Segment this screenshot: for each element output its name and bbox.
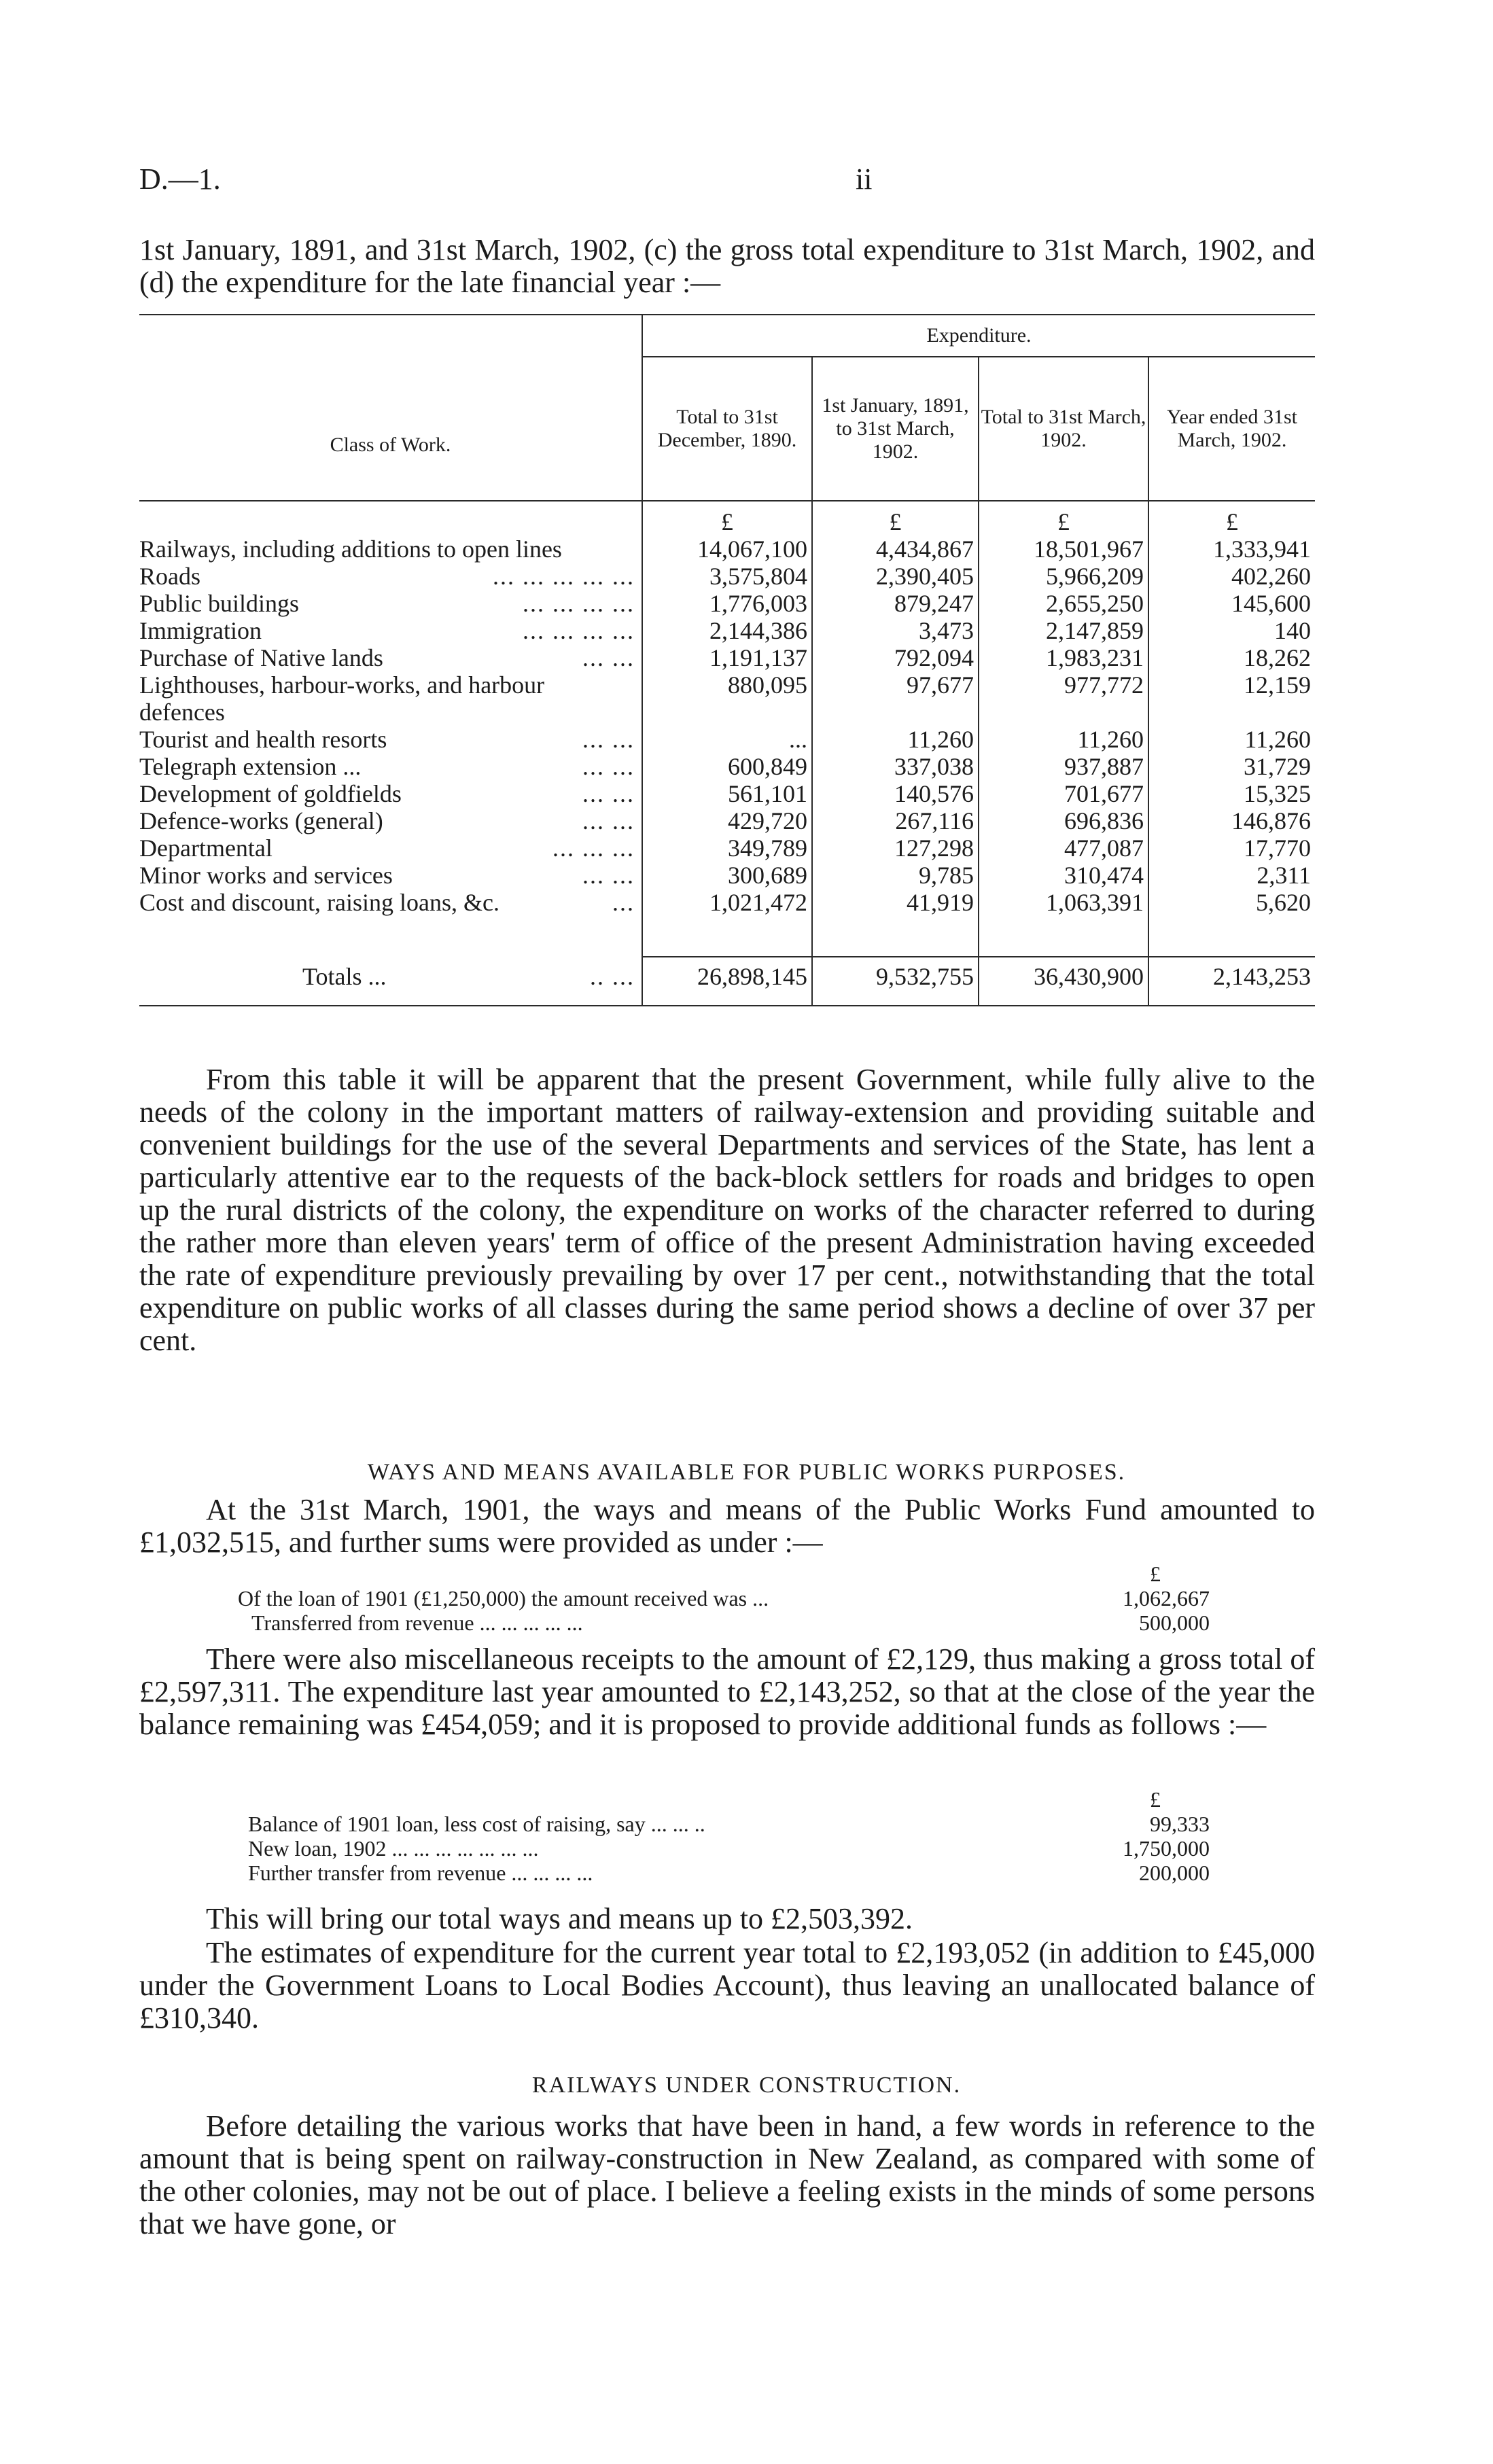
dot-leader: ... (612, 889, 635, 916)
value-total-1890: 880,095 (642, 671, 812, 726)
value-year-1902: 140 (1148, 617, 1315, 644)
value-1891-1902: 792,094 (812, 644, 979, 671)
value-total-1890: 2,144,386 (642, 617, 812, 644)
funds-row-leader: ... (752, 1586, 769, 1611)
value-total-1902: 310,474 (979, 862, 1148, 889)
class-of-work-label: Minor works and services (139, 862, 393, 889)
value-year-1902: 402,260 (1148, 563, 1315, 590)
value-year-1902: 17,770 (1148, 834, 1315, 862)
funds-row-value: 1,062,667 (1123, 1586, 1210, 1611)
dot-leader: ... ... (582, 644, 635, 671)
value-total-1902: 477,087 (979, 834, 1148, 862)
value-year-1902: 12,159 (1148, 671, 1315, 726)
value-total-1902: 1,063,391 (979, 889, 1148, 916)
value-total-1890: 349,789 (642, 834, 812, 862)
expenditure-row (139, 671, 1315, 726)
value-1891-1902: 4,434,867 (812, 535, 979, 563)
value-1891-1902: 267,116 (812, 807, 979, 834)
class-of-work-label: Public buildings (139, 590, 300, 617)
paragraph-ways-and-means: At the 31st March, 1901, the ways and means of the Public Works Fund amounted to £1,032,515, and further sums were provided as under :— (139, 1493, 1315, 1559)
class-of-work-label: Tourist and health resorts (139, 726, 387, 753)
class-of-work-label: Railways, including additions to open lines (139, 535, 562, 563)
additional-funds-label: Balance of 1901 loan, less cost of raising, say (248, 1812, 646, 1836)
pound-sign: £ (979, 501, 1148, 535)
value-year-1902: 31,729 (1148, 753, 1315, 780)
class-of-work-label: Roads (139, 563, 200, 590)
value-total-1902: 701,677 (979, 780, 1148, 807)
value-year-1902: 145,600 (1148, 590, 1315, 617)
value-1891-1902: 41,919 (812, 889, 979, 916)
value-total-1902: 18,501,967 (979, 535, 1148, 563)
funds-row (238, 1611, 1210, 1635)
value-total-1902: 2,655,250 (979, 590, 1148, 617)
value-1891-1902: 879,247 (812, 590, 979, 617)
col-header-year-1902: Year ended 31st March, 1902. (1148, 357, 1315, 501)
heading-railways-under-construction: RAILWAYS UNDER CONSTRUCTION. (531, 2073, 962, 2098)
expenditure-row (139, 644, 1315, 671)
additional-funds-row (248, 1861, 1210, 1885)
class-of-work-label: Immigration (139, 617, 262, 644)
value-year-1902: 15,325 (1148, 780, 1315, 807)
expenditure-row (139, 753, 1315, 780)
value-total-1902: 937,887 (979, 753, 1148, 780)
additional-funds-row (248, 1812, 1210, 1836)
dot-leader: ... ... (582, 726, 635, 753)
value-total-1890: 429,720 (642, 807, 812, 834)
expenditure-row (139, 862, 1315, 889)
paragraph-railways: Before detailing the various works that have been in hand, a few words in reference to the amount that is being spent on railway-construction in New Zealand, as compared with some of the other colonies, may not be out of place. I believe a feeling exists in the minds of some persons that we have gone, or (139, 2109, 1315, 2240)
value-total-1902: 11,260 (979, 726, 1148, 753)
pound-sign: £ (812, 501, 979, 535)
paragraph-total-ways-and-means: This will bring our total ways and means up to £2,503,392. (206, 1902, 913, 1935)
total-1890-value: 26,898,145 (642, 957, 812, 1006)
value-year-1902: 18,262 (1148, 644, 1315, 671)
value-total-1902: 2,147,859 (979, 617, 1148, 644)
additional-funds-value: 99,333 (1150, 1812, 1210, 1836)
paragraph-table-summary: From this table it will be apparent that the present Government, while fully alive to the needs of the colony in the important matters of railway-extension and providing suitable and convenient buildings for the use of the several Departments and services of the State, has lent a particularly attentive ear to the requests of the back-block settlers for roads and bridges to open up the rural districts of the colony, the expenditure on works of the character referred to during the rather more than eleven years' term of office of the present Administration having exceeded the rate of expenditure previously prevailing by over 17 per cent., notwithstanding that the total expenditure on public works of all classes during the same period shows a decline of over 37 per cent. (139, 1063, 1315, 1357)
total-year-value: 2,143,253 (1148, 957, 1315, 1006)
expenditure-row (139, 617, 1315, 644)
dot-leader: ... ... ... ... ... (493, 563, 635, 590)
value-total-1890: 1,191,137 (642, 644, 812, 671)
additional-funds-table (248, 1787, 1210, 1885)
value-total-1890: 300,689 (642, 862, 812, 889)
value-1891-1902: 11,260 (812, 726, 979, 753)
additional-funds-value: 1,750,000 (1123, 1836, 1210, 1861)
additional-funds-label: Further transfer from revenue (248, 1861, 506, 1885)
pound-sign: £ (642, 501, 812, 535)
expenditure-row (139, 590, 1315, 617)
class-of-work-label: Departmental (139, 834, 273, 862)
page-number: ii (856, 162, 873, 196)
dot-leader: ... ... (582, 862, 635, 889)
total-1902-value: 36,430,900 (979, 957, 1148, 1006)
dot-leader: ... ... (582, 780, 635, 807)
intro-paragraph: 1st January, 1891, and 31st March, 1902, (c) the gross total expenditure to 31st March, 1902, and (d) the expenditure for the late financial year :— (139, 233, 1315, 299)
class-of-work-header: Class of Work. (330, 434, 451, 456)
total-1891-1902-value: 9,532,755 (812, 957, 979, 1006)
additional-funds-leader: ... ... ... ... (511, 1861, 593, 1885)
expenditure-row (139, 834, 1315, 862)
value-total-1890: ... (642, 726, 812, 753)
col-header-total-1902: Total to 31st March, 1902. (979, 357, 1148, 501)
value-total-1902: 5,966,209 (979, 563, 1148, 590)
additional-funds-row (248, 1836, 1210, 1861)
expenditure-row (139, 807, 1315, 834)
expenditure-group-header: Expenditure. (642, 315, 1315, 357)
paragraph-miscellaneous-receipts: There were also miscellaneous receipts to the amount of £2,129, thus making a gross total of £2,597,311. The expenditure last year amounted to £2,143,252, so that at the close of the year the balance remaining was £454,059; and it is proposed to provide additional funds as follows :— (139, 1642, 1315, 1741)
pound-sign: £ (1148, 501, 1315, 535)
value-year-1902: 146,876 (1148, 807, 1315, 834)
class-of-work-label: Telegraph extension ... (139, 753, 362, 780)
value-year-1902: 11,260 (1148, 726, 1315, 753)
expenditure-row (139, 563, 1315, 590)
value-year-1902: 2,311 (1148, 862, 1315, 889)
value-total-1890: 3,575,804 (642, 563, 812, 590)
funds-row-leader: ... ... ... ... ... (479, 1611, 583, 1635)
additional-funds-leader: ... ... ... ... ... ... ... (391, 1836, 539, 1861)
class-of-work-label: Defence-works (general) (139, 807, 383, 834)
expenditure-row (139, 535, 1315, 563)
document-reference: D.—1. (139, 162, 221, 196)
expenditure-row (139, 726, 1315, 753)
dot-leader: ... ... ... (552, 834, 635, 862)
dot-leader: ... ... (582, 807, 635, 834)
value-1891-1902: 9,785 (812, 862, 979, 889)
value-year-1902: 5,620 (1148, 889, 1315, 916)
paragraph-estimates: The estimates of expenditure for the current year total to £2,193,052 (in addition to £45,000 under the Government Loans to Local Bodies Account), thus leaving an unallocated balance of £310,340. (139, 1936, 1315, 2035)
value-year-1902: 1,333,941 (1148, 535, 1315, 563)
funds-row-value: 500,000 (1139, 1611, 1210, 1635)
pound-sign: £ (1150, 1787, 1161, 1812)
value-total-1890: 600,849 (642, 753, 812, 780)
value-1891-1902: 2,390,405 (812, 563, 979, 590)
heading-ways-and-means: WAYS AND MEANS AVAILABLE FOR PUBLIC WORKS PURPOSES. (367, 1460, 1126, 1485)
class-of-work-label: Purchase of Native lands (139, 644, 383, 671)
expenditure-table (139, 314, 1315, 1006)
value-total-1902: 696,836 (979, 807, 1148, 834)
class-of-work-label: Development of goldfields (139, 780, 402, 807)
dot-leader: ... ... (582, 753, 635, 780)
dot-leader: ... ... ... ... (523, 617, 635, 644)
value-total-1890: 1,776,003 (642, 590, 812, 617)
additional-funds-label: New loan, 1902 (248, 1836, 387, 1861)
funds-provided-table (238, 1562, 1210, 1635)
totals-row (139, 957, 1315, 1006)
totals-leader: .. ... (590, 963, 635, 990)
additional-funds-leader: ... ... .. (650, 1812, 705, 1836)
value-1891-1902: 3,473 (812, 617, 979, 644)
pound-sign: £ (1150, 1562, 1161, 1586)
value-total-1902: 977,772 (979, 671, 1148, 726)
page-header (139, 162, 1318, 203)
funds-row (238, 1586, 1210, 1611)
value-1891-1902: 337,038 (812, 753, 979, 780)
value-total-1890: 1,021,472 (642, 889, 812, 916)
funds-row-label: Transferred from revenue (251, 1611, 474, 1635)
col-header-1891-1902: 1st January, 1891, to 31st March, 1902. (812, 357, 979, 501)
funds-row-label: Of the loan of 1901 (£1,250,000) the amount received was (238, 1586, 748, 1611)
expenditure-rows (139, 535, 1315, 916)
class-of-work-label: Cost and discount, raising loans, &c. (139, 889, 499, 916)
value-total-1890: 14,067,100 (642, 535, 812, 563)
expenditure-row (139, 889, 1315, 916)
additional-funds-value: 200,000 (1139, 1861, 1210, 1885)
value-total-1902: 1,983,231 (979, 644, 1148, 671)
value-1891-1902: 140,576 (812, 780, 979, 807)
value-1891-1902: 127,298 (812, 834, 979, 862)
value-1891-1902: 97,677 (812, 671, 979, 726)
dot-leader: ... ... ... ... (523, 590, 635, 617)
value-total-1890: 561,101 (642, 780, 812, 807)
col-header-total-1890: Total to 31st December, 1890. (642, 357, 812, 501)
totals-label: Totals ... (302, 963, 387, 990)
expenditure-row (139, 780, 1315, 807)
class-of-work-label: Lighthouses, harbour-works, and harbour defences (139, 671, 545, 726)
